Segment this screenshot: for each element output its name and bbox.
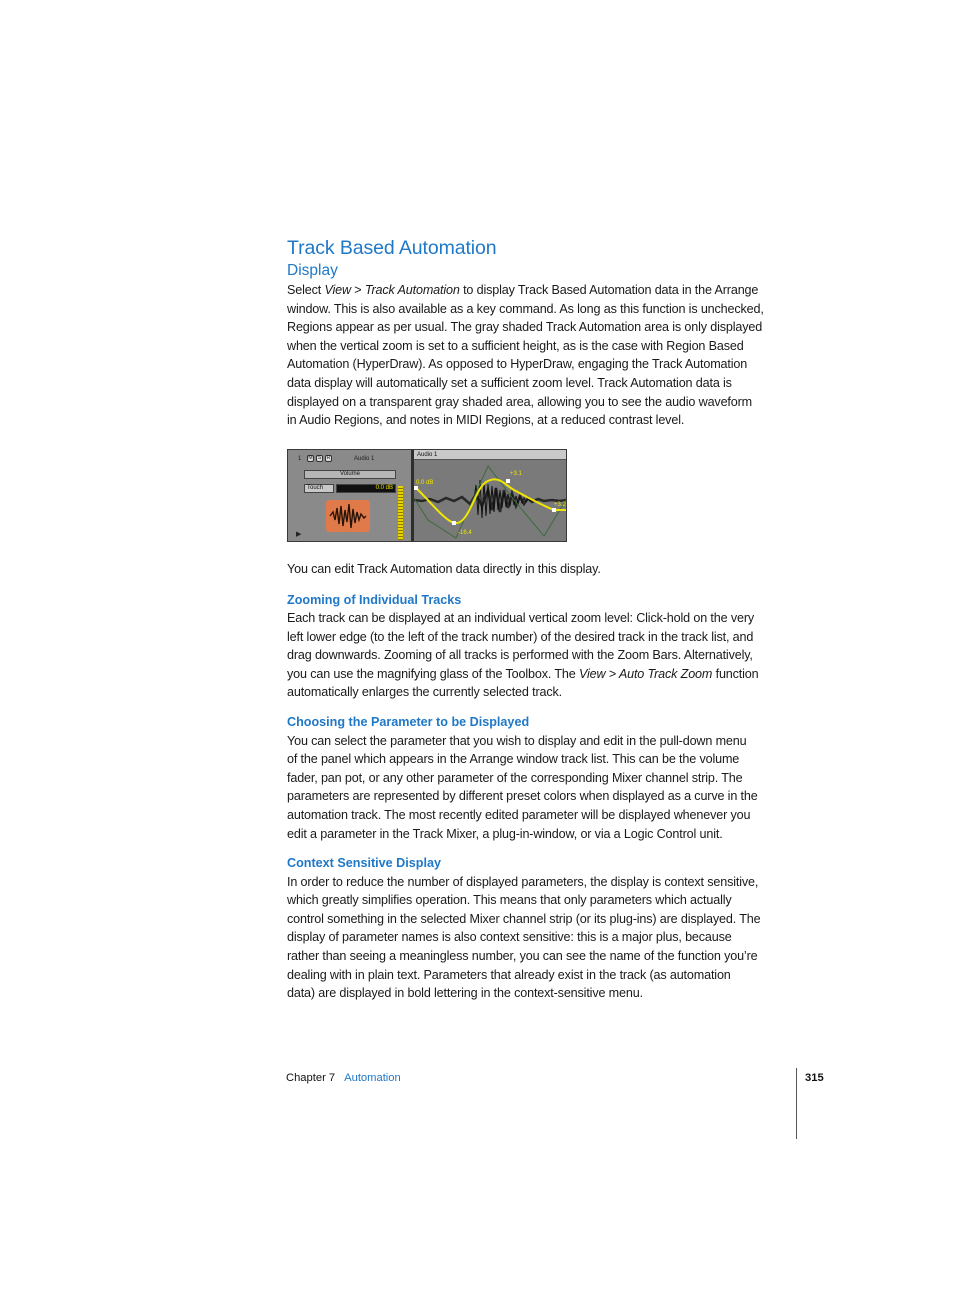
node-label: 0.0 dB	[416, 480, 434, 486]
section-paragraph	[287, 609, 799, 702]
section-paragraph	[287, 732, 799, 844]
arrange-area	[414, 450, 566, 541]
section-heading: Choosing the Parameter to be Displayed	[287, 715, 530, 730]
text-segment: >	[350, 283, 365, 297]
text-line: Each track can be displayed at an individual vertical zoom level: Click-hold on the very	[287, 611, 755, 626]
text-line: fader, pan pot, or any other parameter of the corresponding Mixer channel strip. The	[287, 770, 743, 785]
text-line: Automation (HyperDraw). As opposed to HyperDraw, engaging the Track Automation	[287, 357, 748, 372]
text-line: displayed on a transparent gray shaded area, allowing you to see the audio waveform	[287, 394, 753, 409]
arrange-track-list	[288, 450, 414, 541]
page-content	[287, 236, 799, 430]
automation-mode-menu[interactable]: Touch	[304, 484, 334, 493]
menu-path-text: View	[324, 283, 351, 297]
text-line: in Audio Regions, and notes in MIDI Regions, at a reduced contrast level.	[287, 413, 685, 428]
text-line: when the vertical zoom is set to a sufficient height, as is the case with Region Based	[287, 338, 744, 353]
text-segment: you can use the magnifying glass of the Toolbox. The	[287, 666, 579, 681]
text-line: Regions appear as per usual. The gray shaded Track Automation area is only displayed	[287, 320, 763, 335]
page-number: 315	[805, 1072, 824, 1084]
text-line: which greatly simplifies operation. This means that only parameters which actually	[287, 893, 732, 908]
intro-paragraph	[287, 281, 799, 430]
text-line: control something in the selected Mixer channel strip (or its plug-ins) are displayed. The	[287, 911, 761, 926]
text-line: In order to reduce the number of displayed parameters, the display is context sensitive,	[287, 874, 759, 889]
record-button[interactable]: R	[326, 455, 331, 461]
expand-arrow-icon[interactable]: ▶	[296, 531, 302, 538]
text-segment: function	[712, 666, 759, 681]
parameter-menu[interactable]: Volume	[304, 470, 396, 479]
text-line: parameters are represented by different preset colors when displayed as a curve in the	[287, 789, 758, 804]
text-line: You can select the parameter that you wish to display and edit in the pull-down menu	[287, 733, 747, 748]
parameter-value-readout: 0.0 dB	[336, 484, 396, 493]
node-label: -16.4	[458, 530, 472, 536]
audio-waveform-icon	[326, 500, 370, 532]
section-heading: Zooming of Individual Tracks	[287, 592, 462, 607]
text-line: edit a parameter in the Track Mixer, a plug-in-window, or via a Logic Control unit.	[287, 826, 723, 841]
menu-path-text: Track Automation	[364, 283, 460, 297]
footer-divider	[796, 1068, 797, 1139]
automation-node[interactable]	[452, 521, 456, 525]
node-label: +3.2	[554, 502, 566, 508]
text-line: data display will automatically set a sufficient zoom level. Track Automation data is	[287, 375, 732, 390]
text-line: data) are displayed in bold lettering in the context-sensitive menu.	[287, 986, 643, 1001]
mute-button[interactable]: M	[308, 455, 313, 461]
text-line: rather than seeing a meaningless number, you can see the name of the function you’re	[287, 949, 758, 963]
text-line: drag downwards. Zooming of all tracks is performed with the Zoom Bars. Alternatively,	[287, 648, 753, 663]
track-name: Audio 1	[354, 456, 375, 462]
automation-display[interactable]	[414, 460, 566, 541]
text-line: dealing with in plain text. Parameters that already exist in the track (as automation	[287, 967, 731, 982]
track-automation-screenshot	[287, 449, 567, 542]
text-line: automation track. The most recently edited parameter will be displayed whenever you	[287, 807, 751, 822]
sections-container	[287, 591, 799, 1003]
track-number: 1	[298, 456, 302, 462]
menu-path-text: View > Auto Track Zoom	[578, 666, 713, 681]
automation-node[interactable]	[506, 479, 510, 483]
figure-caption: You can edit Track Automation data directly in this display.	[287, 562, 601, 576]
text-line: automatically enlarges the currently selected track.	[287, 685, 562, 700]
text-line: of the panel which appears in the Arrange window track list. This can be the volume	[287, 752, 740, 767]
text-line	[287, 281, 799, 300]
section-heading: Context Sensitive Display	[287, 856, 441, 871]
text-line: display of parameter names is also context sensitive: this is a major plus, because	[287, 930, 732, 945]
region-header: Audio 1	[414, 450, 566, 460]
section-paragraph	[287, 873, 799, 1003]
text-line	[287, 665, 799, 684]
chapter-section-link[interactable]: Automation	[344, 1072, 401, 1084]
lower-content	[287, 560, 799, 1003]
text-segment: Select	[287, 283, 325, 297]
node-label: +3.1	[510, 471, 522, 477]
text-line: left lower edge (to the left of the track number) of the desired track in the track list, and	[287, 629, 754, 644]
level-meter	[398, 486, 403, 540]
section-title-display: Display	[287, 262, 338, 279]
footer-chapter	[286, 1070, 401, 1086]
automation-node[interactable]	[414, 486, 418, 490]
solo-button[interactable]: S	[317, 455, 322, 461]
automation-node[interactable]	[552, 508, 556, 512]
page-title: Track Based Automation	[287, 237, 497, 259]
chapter-label: Chapter 7	[286, 1072, 336, 1084]
text-segment: to display Track Based Automation data in the Arrange	[459, 283, 759, 297]
text-line: window. This is also available as a key command. As long as this function is unchecked,	[287, 301, 764, 316]
